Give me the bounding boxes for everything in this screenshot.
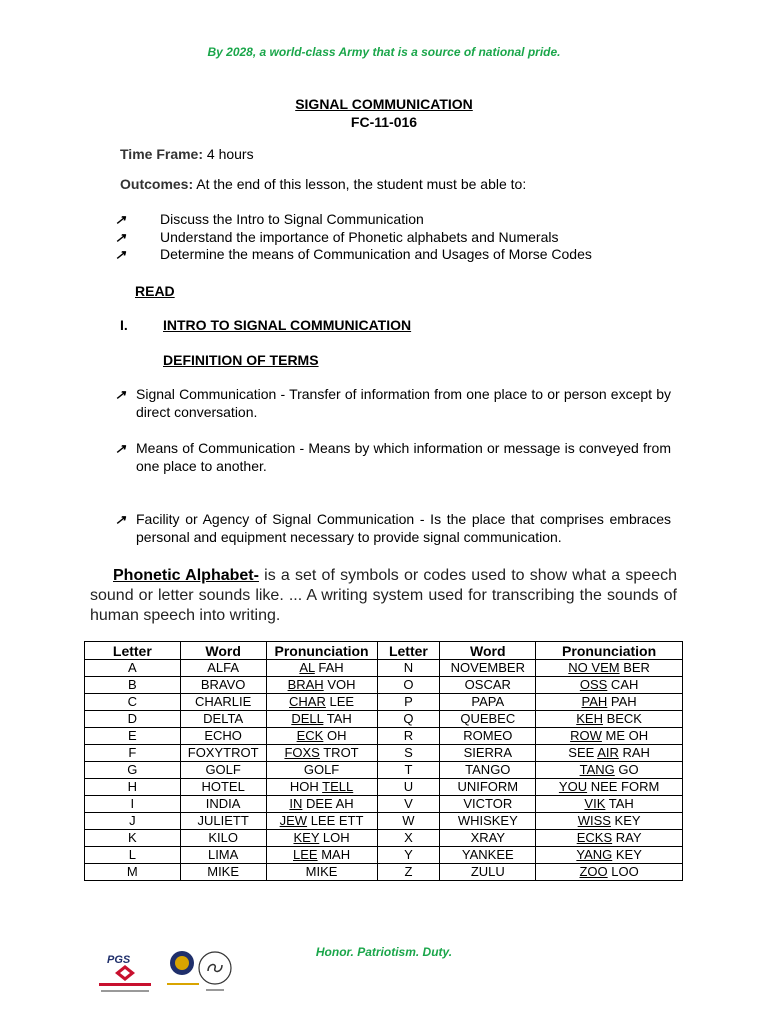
objective-item xyxy=(115,246,592,264)
word-cell: GOLF xyxy=(180,762,266,779)
pgs-logo-caption-line xyxy=(101,990,149,992)
definition-item xyxy=(115,386,671,421)
column-header: Letter xyxy=(85,642,181,660)
letter-cell: F xyxy=(85,745,181,762)
letter-cell: M xyxy=(85,864,181,881)
stressed-syllable: LEE xyxy=(293,847,318,862)
word-cell: ZULU xyxy=(440,864,536,881)
table-row xyxy=(85,660,683,677)
word-cell: XRAY xyxy=(440,830,536,847)
word-cell: NOVEMBER xyxy=(440,660,536,677)
time-frame xyxy=(120,146,254,162)
pronunciation-cell: AL FAH xyxy=(266,660,377,677)
pronunciation-cell: PAH PAH xyxy=(536,694,683,711)
emblem-caption-line xyxy=(206,989,224,991)
letter-cell: O xyxy=(377,677,440,694)
objective-text: Determine the means of Communication and Usages of Morse Codes xyxy=(160,246,592,262)
word-cell: KILO xyxy=(180,830,266,847)
pgs-logo-bar xyxy=(99,983,151,986)
letter-cell: X xyxy=(377,830,440,847)
title-line-1: SIGNAL COMMUNICATION xyxy=(295,96,473,112)
definition-text: Facility or Agency of Signal Communication - Is the place that comprises embraces personal and equipment necessary to provide signal communication. xyxy=(136,511,671,545)
stressed-syllable: PAH xyxy=(581,694,608,709)
time-frame-value: 4 hours xyxy=(203,146,254,162)
pronunciation-cell: ECKS RAY xyxy=(536,830,683,847)
pronunciation-cell: LEE MAH xyxy=(266,847,377,864)
section-number: I. xyxy=(120,317,128,333)
word-cell: DELTA xyxy=(180,711,266,728)
pronunciation-cell: KEY LOH xyxy=(266,830,377,847)
outcomes-value: At the end of this lesson, the student must be able to: xyxy=(193,176,527,192)
table-row xyxy=(85,694,683,711)
pronunciation-cell: OSS CAH xyxy=(536,677,683,694)
pronunciation-cell: KEH BECK xyxy=(536,711,683,728)
title-line-2: FC-11-016 xyxy=(350,114,418,130)
stressed-syllable: WISS xyxy=(577,813,611,828)
stressed-syllable: IN xyxy=(289,796,303,811)
definition-item xyxy=(115,440,671,475)
definition-item xyxy=(115,511,671,546)
arrow-bullet-icon: ↗︎ xyxy=(115,512,126,527)
read-heading: READ xyxy=(135,283,175,299)
stressed-syllable: AL xyxy=(299,660,315,675)
word-cell: SIERRA xyxy=(440,745,536,762)
letter-cell: C xyxy=(85,694,181,711)
letter-cell: B xyxy=(85,677,181,694)
word-cell: PAPA xyxy=(440,694,536,711)
word-cell: TANGO xyxy=(440,762,536,779)
word-cell: QUEBEC xyxy=(440,711,536,728)
word-cell: VICTOR xyxy=(440,796,536,813)
table-row xyxy=(85,813,683,830)
word-cell: BRAVO xyxy=(180,677,266,694)
table-row xyxy=(85,796,683,813)
pronunciation-cell: GOLF xyxy=(266,762,377,779)
stressed-syllable: FOXS xyxy=(284,745,320,760)
word-cell: JULIETT xyxy=(180,813,266,830)
pronunciation-cell: NO VEM BER xyxy=(536,660,683,677)
letter-cell: T xyxy=(377,762,440,779)
stressed-syllable: TANG xyxy=(579,762,615,777)
footer-motto: Honor. Patriotism. Duty. xyxy=(315,945,453,959)
column-header: Word xyxy=(180,642,266,660)
word-cell: ECHO xyxy=(180,728,266,745)
definition-text: Means of Communication - Means by which information or message is conveyed from one place to another. xyxy=(136,440,671,474)
letter-cell: E xyxy=(85,728,181,745)
table-row xyxy=(85,677,683,694)
stressed-syllable: OSS xyxy=(579,677,608,692)
column-header: Pronunciation xyxy=(536,642,683,660)
stressed-syllable: KEY xyxy=(293,830,320,845)
phonetic-alphabet-paragraph xyxy=(90,566,677,626)
letter-cell: I xyxy=(85,796,181,813)
word-cell: ROMEO xyxy=(440,728,536,745)
letter-cell: R xyxy=(377,728,440,745)
word-cell: MIKE xyxy=(180,864,266,881)
letter-cell: J xyxy=(85,813,181,830)
column-header: Letter xyxy=(377,642,440,660)
outcomes xyxy=(120,176,526,192)
phonetic-alphabet-term: Phonetic Alphabet- xyxy=(113,567,259,584)
table-row xyxy=(85,779,683,796)
arrow-bullet-icon: ↗︎ xyxy=(115,387,126,402)
pronunciation-cell: IN DEE AH xyxy=(266,796,377,813)
emblem-symbol xyxy=(208,965,222,972)
letter-cell: V xyxy=(377,796,440,813)
letter-cell: K xyxy=(85,830,181,847)
stressed-syllable: VIK xyxy=(584,796,606,811)
letter-cell: D xyxy=(85,711,181,728)
word-cell: LIMA xyxy=(180,847,266,864)
letter-cell: Q xyxy=(377,711,440,728)
word-cell: OSCAR xyxy=(440,677,536,694)
column-header: Word xyxy=(440,642,536,660)
word-cell: INDIA xyxy=(180,796,266,813)
pronunciation-cell: FOXS TROT xyxy=(266,745,377,762)
phonetic-alphabet-table xyxy=(84,641,683,881)
letter-cell: U xyxy=(377,779,440,796)
column-header: Pronunciation xyxy=(266,642,377,660)
pronunciation-cell: DELL TAH xyxy=(266,711,377,728)
stressed-syllable: JEW xyxy=(279,813,308,828)
pronunciation-cell: TANG GO xyxy=(536,762,683,779)
objective-text: Understand the importance of Phonetic alphabets and Numerals xyxy=(160,228,559,245)
arrow-bullet-icon: ↗︎ xyxy=(115,212,126,227)
stressed-syllable: ROW xyxy=(570,728,602,743)
word-cell: ALFA xyxy=(180,660,266,677)
objectives-list xyxy=(115,211,592,264)
letter-cell: Y xyxy=(377,847,440,864)
pronunciation-cell: VIK TAH xyxy=(536,796,683,813)
letter-cell: S xyxy=(377,745,440,762)
stressed-syllable: YOU xyxy=(558,779,588,794)
pronunciation-cell: WISS KEY xyxy=(536,813,683,830)
table-row xyxy=(85,745,683,762)
letter-cell: G xyxy=(85,762,181,779)
phonetic-alphabet-definition: is a set of symbols or codes used to show what a speech sound or letter sounds like. ... A writing system used for transcribing the sounds of human speech into writing. xyxy=(90,567,678,624)
pronunciation-cell: MIKE xyxy=(266,864,377,881)
letter-cell: L xyxy=(85,847,181,864)
arrow-bullet-icon: ↗︎ xyxy=(115,441,126,456)
letter-cell: A xyxy=(85,660,181,677)
arrow-bullet-icon: ↗︎ xyxy=(115,229,126,245)
table-row xyxy=(85,711,683,728)
word-cell: HOTEL xyxy=(180,779,266,796)
table-row xyxy=(85,864,683,881)
letter-cell: W xyxy=(377,813,440,830)
pronunciation-cell: ECK OH xyxy=(266,728,377,745)
pronunciation-cell: HOH TELL xyxy=(266,779,377,796)
word-cell: CHARLIE xyxy=(180,694,266,711)
stressed-syllable: DELL xyxy=(291,711,324,726)
objective-text: Discuss the Intro to Signal Communication xyxy=(160,211,424,227)
pronunciation-cell: ROW ME OH xyxy=(536,728,683,745)
word-cell: UNIFORM xyxy=(440,779,536,796)
pronunciation-cell: CHAR LEE xyxy=(266,694,377,711)
pronunciation-cell: ZOO LOO xyxy=(536,864,683,881)
stressed-syllable: NO VEM xyxy=(568,660,620,675)
word-cell: WHISKEY xyxy=(440,813,536,830)
document-title xyxy=(0,95,768,131)
stressed-syllable: YANG xyxy=(576,847,613,862)
table-row xyxy=(85,728,683,745)
table-row xyxy=(85,762,683,779)
stressed-syllable: BRAH xyxy=(287,677,324,692)
pronunciation-cell: YOU NEE FORM xyxy=(536,779,683,796)
stressed-syllable: ZOO xyxy=(579,864,608,879)
letter-cell: N xyxy=(377,660,440,677)
time-frame-label: Time Frame: xyxy=(120,146,203,162)
word-cell: YANKEE xyxy=(440,847,536,864)
army-seal-caption-line xyxy=(167,983,199,985)
stressed-syllable: AIR xyxy=(597,745,619,760)
pronunciation-cell: YANG KEY xyxy=(536,847,683,864)
pronunciation-cell: SEE AIR RAH xyxy=(536,745,683,762)
letter-cell: P xyxy=(377,694,440,711)
definition-text: Signal Communication - Transfer of information from one place to or person except by direct conversation. xyxy=(136,386,671,420)
objective-item xyxy=(115,211,592,229)
letter-cell: H xyxy=(85,779,181,796)
pronunciation-cell: JEW LEE ETT xyxy=(266,813,377,830)
stressed-syllable: TELL xyxy=(322,779,354,794)
outcomes-label: Outcomes: xyxy=(120,176,194,192)
section-title: INTRO TO SIGNAL COMMUNICATION xyxy=(163,317,412,333)
pronunciation-cell: BRAH VOH xyxy=(266,677,377,694)
table-body xyxy=(85,660,683,881)
objective-item xyxy=(115,229,592,247)
definitions-heading: DEFINITION OF TERMS xyxy=(163,352,319,368)
table-header-row xyxy=(85,642,683,660)
stressed-syllable: KEH xyxy=(576,711,603,726)
letter-cell: Z xyxy=(377,864,440,881)
stressed-syllable: ECKS xyxy=(576,830,613,845)
pgs-logo-text: PGS xyxy=(107,954,131,966)
pgs-logo xyxy=(99,954,151,992)
word-cell: FOXYTROT xyxy=(180,745,266,762)
arrow-bullet-icon: ↗︎ xyxy=(115,247,126,262)
header-motto: By 2028, a world-class Army that is a source of national pride. xyxy=(207,45,561,59)
table-row xyxy=(85,847,683,864)
stressed-syllable: ECK xyxy=(296,728,324,743)
table-row xyxy=(85,830,683,847)
stressed-syllable: CHAR xyxy=(289,694,326,709)
